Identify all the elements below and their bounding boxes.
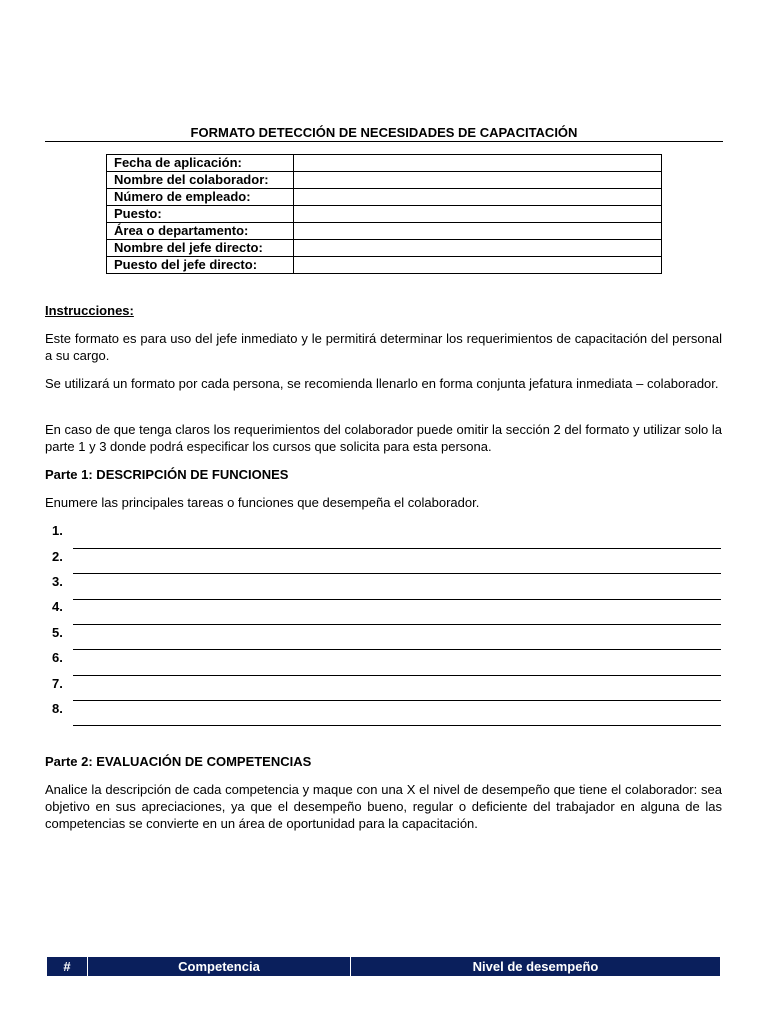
function-item-number: 6. bbox=[52, 650, 63, 665]
info-row bbox=[107, 223, 662, 240]
employee-info-table bbox=[106, 154, 662, 274]
info-row bbox=[107, 172, 662, 189]
info-label: Fecha de aplicación: bbox=[107, 155, 294, 172]
info-value-field[interactable] bbox=[294, 257, 662, 274]
info-row bbox=[107, 189, 662, 206]
info-row bbox=[107, 155, 662, 172]
info-label: Nombre del jefe directo: bbox=[107, 240, 294, 257]
info-value-field[interactable] bbox=[294, 206, 662, 223]
info-value-field[interactable] bbox=[294, 223, 662, 240]
part2-heading: Parte 2: EVALUACIÓN DE COMPETENCIAS bbox=[45, 754, 312, 769]
function-item-number: 3. bbox=[52, 574, 63, 589]
function-entry-line[interactable] bbox=[73, 700, 721, 701]
column-header-competency: Competencia bbox=[178, 959, 260, 974]
info-value-field[interactable] bbox=[294, 240, 662, 257]
info-row bbox=[107, 240, 662, 257]
function-entry-line[interactable] bbox=[73, 649, 721, 650]
info-label: Área o departamento: bbox=[107, 223, 294, 240]
function-item-number: 4. bbox=[52, 599, 63, 614]
part2-intro: Analice la descripción de cada competencia y maque con una X el nivel de desempeño que tiene el colaborador: sea objetivo en sus apreciaciones, ya que el desempeño bueno, regular o deficiente del trabajador en alguna de las competencias se convierte en un área de oportunidad para la capacitación. bbox=[45, 782, 722, 831]
instructions-paragraph: En caso de que tenga claros los requerimientos del colaborador puede omitir la sección 2 del formato y utilizar solo la parte 1 y 3 donde podrá especificar los cursos que solicita para esta persona. bbox=[45, 422, 722, 454]
info-label: Puesto del jefe directo: bbox=[107, 257, 294, 274]
function-item-number: 1. bbox=[52, 523, 63, 538]
column-header-number: # bbox=[63, 959, 71, 974]
column-header-level: Nivel de desempeño bbox=[472, 959, 599, 974]
part1-intro: Enumere las principales tareas o funciones que desempeña el colaborador. bbox=[45, 495, 480, 510]
function-entry-line[interactable] bbox=[73, 624, 721, 625]
competency-table-header bbox=[47, 957, 720, 976]
info-label: Número de empleado: bbox=[107, 189, 294, 206]
function-item-number: 7. bbox=[52, 676, 63, 691]
info-label: Puesto: bbox=[107, 206, 294, 223]
document-title: FORMATO DETECCIÓN DE NECESIDADES DE CAPACITACIÓN bbox=[45, 125, 723, 142]
function-entry-line[interactable] bbox=[73, 548, 721, 549]
instructions-paragraph: Este formato es para uso del jefe inmediato y le permitirá determinar los requerimientos de capacitación del personal a su cargo. bbox=[45, 331, 722, 363]
function-item-number: 5. bbox=[52, 625, 63, 640]
instructions-heading: Instrucciones: bbox=[45, 303, 134, 318]
info-row bbox=[107, 257, 662, 274]
function-item-number: 2. bbox=[52, 549, 63, 564]
function-entry-line[interactable] bbox=[73, 573, 721, 574]
function-entry-line[interactable] bbox=[73, 725, 721, 726]
function-entry-line[interactable] bbox=[73, 599, 721, 600]
info-value-field[interactable] bbox=[294, 189, 662, 206]
info-value-field[interactable] bbox=[294, 172, 662, 189]
info-row bbox=[107, 206, 662, 223]
instructions-paragraph: Se utilizará un formato por cada persona, se recomienda llenarlo en forma conjunta jefatura inmediata – colaborador. bbox=[45, 376, 719, 391]
function-entry-line[interactable] bbox=[73, 675, 721, 676]
function-item-number: 8. bbox=[52, 701, 63, 716]
info-label: Nombre del colaborador: bbox=[107, 172, 294, 189]
info-value-field[interactable] bbox=[294, 155, 662, 172]
part1-heading: Parte 1: DESCRIPCIÓN DE FUNCIONES bbox=[45, 467, 289, 482]
